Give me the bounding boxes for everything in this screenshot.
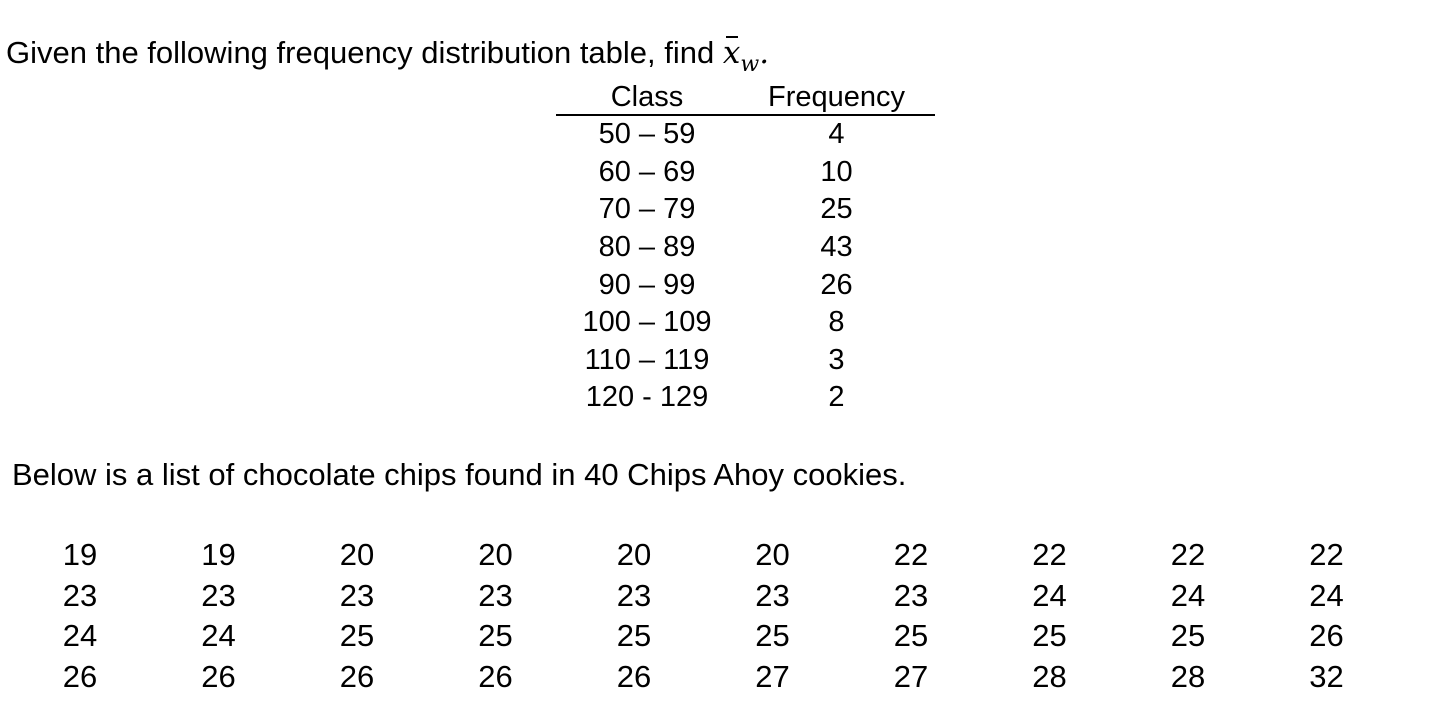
table-header-row	[556, 80, 935, 115]
chip-column	[40, 535, 120, 697]
chip-count-value: 27	[893, 658, 929, 694]
chip-count-value: 24	[1309, 577, 1344, 613]
chip-count-value: 28	[1170, 658, 1206, 694]
frequency-cell: 2	[828, 381, 845, 414]
table-row	[556, 266, 935, 304]
class-cell: 70 – 79	[598, 193, 696, 226]
chip-count-value: 19	[62, 537, 98, 572]
x-bar: x	[723, 30, 740, 76]
chip-count-value: 22	[1170, 537, 1206, 572]
question-text: Given the following frequency distribution table, find	[6, 35, 723, 70]
chip-count-value: 26	[201, 658, 236, 694]
chip-column	[594, 535, 674, 697]
chip-count-value: 22	[1309, 537, 1344, 572]
chip-count-value: 26	[62, 658, 98, 694]
table-row	[556, 191, 935, 229]
question-period: .	[759, 35, 770, 71]
chip-count-value: 23	[893, 577, 929, 613]
frequency-cell: 4	[828, 118, 845, 151]
frequency-cell: 10	[820, 155, 853, 188]
chip-count-value: 27	[755, 658, 790, 694]
chip-count-value: 23	[201, 577, 236, 613]
frequency-cell: 3	[828, 343, 845, 376]
chip-count-value: 25	[1032, 618, 1067, 653]
frequency-cell: 26	[820, 268, 853, 301]
table-row	[556, 304, 935, 342]
chip-count-value: 23	[755, 577, 790, 613]
chip-count-value: 28	[1032, 658, 1067, 694]
chip-count-value: 25	[616, 618, 652, 653]
chip-count-value: 24	[201, 618, 236, 653]
chips-description: Below is a list of chocolate chips found in 40 Chips Ahoy cookies.	[12, 457, 907, 492]
chip-count-value: 26	[1309, 618, 1344, 653]
table-row	[556, 379, 935, 417]
chip-column	[871, 535, 951, 697]
chip-count-value: 24	[1170, 577, 1206, 613]
chip-count-value: 24	[62, 618, 98, 653]
table-row	[556, 115, 935, 154]
chip-count-value: 23	[339, 577, 375, 613]
frequency-cell: 8	[828, 306, 845, 339]
class-cell: 100 – 109	[582, 306, 712, 339]
chip-count-value: 24	[1032, 577, 1067, 613]
table-row	[556, 229, 935, 267]
chip-count-value: 23	[478, 577, 513, 613]
chip-column	[733, 535, 813, 697]
weighted-mean-symbol	[722, 35, 770, 77]
chip-count-value: 26	[616, 658, 652, 694]
table-row	[556, 154, 935, 192]
chip-column	[456, 535, 536, 697]
class-cell: 50 – 59	[598, 118, 696, 151]
chip-count-value: 20	[616, 537, 652, 572]
chip-count-value: 22	[893, 537, 929, 572]
frequency-cell: 25	[820, 193, 853, 226]
chip-count-value: 25	[1170, 618, 1206, 653]
chip-count-value: 20	[755, 537, 790, 572]
chip-column	[1148, 535, 1228, 697]
class-cell: 80 – 89	[598, 231, 696, 264]
header-class: Class	[556, 80, 738, 115]
chip-count-value: 20	[339, 537, 375, 572]
frequency-distribution-table	[556, 80, 935, 417]
class-cell: 120 - 129	[585, 381, 709, 414]
chip-count-value: 23	[62, 577, 98, 613]
question-prompt	[6, 30, 769, 80]
chip-count-value: 26	[339, 658, 375, 694]
class-cell: 60 – 69	[598, 155, 696, 188]
class-cell: 90 – 99	[598, 268, 696, 301]
chip-column	[1287, 535, 1367, 697]
chip-column	[317, 535, 397, 697]
chip-count-value: 26	[478, 658, 513, 694]
chip-count-value: 25	[893, 618, 929, 653]
chip-count-value: 25	[339, 618, 375, 653]
chip-count-value: 22	[1032, 537, 1067, 572]
chip-column	[1010, 535, 1090, 697]
header-frequency: Frequency	[738, 80, 935, 115]
chip-count-value: 32	[1309, 658, 1344, 694]
frequency-cell: 43	[820, 231, 853, 264]
subscript-w: w	[740, 52, 760, 77]
table-body	[556, 115, 935, 417]
chip-count-value: 25	[478, 618, 513, 653]
chip-count-value: 23	[616, 577, 652, 613]
class-cell: 110 – 119	[584, 343, 710, 376]
chip-count-value: 25	[755, 618, 790, 653]
chip-count-value: 19	[201, 537, 236, 572]
table-row	[556, 342, 935, 380]
chip-count-value: 20	[478, 537, 513, 572]
chip-column	[179, 535, 259, 697]
